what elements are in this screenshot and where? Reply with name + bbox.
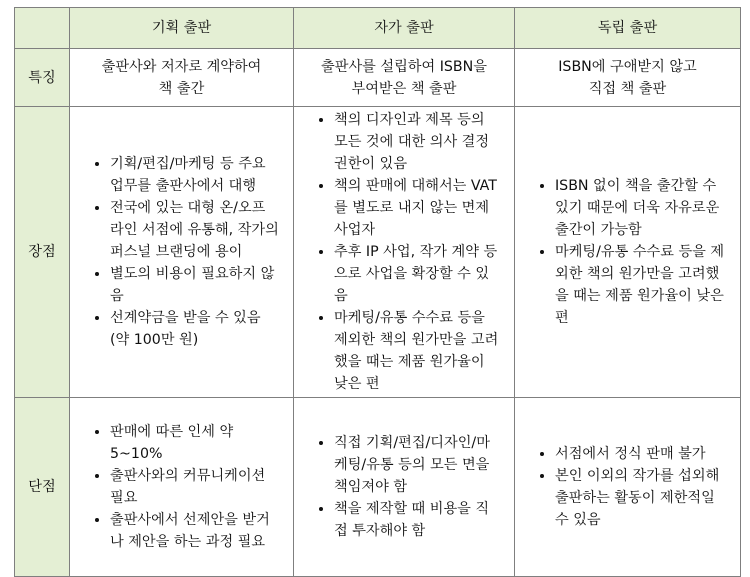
list-item: • 선계약금을 받을 수 있음 (약 100만 원) [110,307,279,351]
header-row [15,8,741,49]
list-item: • 판매에 따른 인세 약 5~10% [110,421,279,465]
corner-cell [15,8,70,49]
cons-cell-self [294,398,515,577]
feature-text: 출판사와 저자로 계약하여 [101,58,262,75]
pros-row [15,107,741,398]
feature-text: 부여받은 책 출판 [351,80,457,97]
pros-list [515,175,740,329]
list-item: • ISBN 없이 책을 출간할 수 있기 때문에 더욱 자유로운 출간이 가능함 [555,175,726,241]
pros-cell-independent [515,107,741,398]
comparison-table [14,7,741,577]
list-item: • 마케팅/유통 수수료 등을 제외한 책의 원가만을 고려했을 때는 제품 원가율이 낮은 편 [334,307,500,395]
pros-list [294,109,514,395]
feature-row [15,49,741,107]
cons-list [515,443,740,531]
list-item: • 출판사에서 선제안을 받거나 제안을 하는 과정 필요 [110,509,279,553]
list-item: • 책의 판매에 대해서는 VAT를 별도로 내지 않는 면제 사업자 [334,175,500,241]
list-item: • 본인 이외의 작가를 섭외해 출판하는 활동이 제한적일 수 있음 [555,465,726,531]
cons-cell-planned [70,398,294,577]
feature-text: 출판사를 설립하여 ISBN을 [321,58,487,75]
list-item: • 마케팅/유통 수수료 등을 제외한 책의 원가만을 고려했을 때는 제품 원가율이 낮은 편 [555,241,726,329]
feature-text: 직접 책 출판 [588,80,667,97]
col-header-self: 자가 출판 [294,8,515,49]
list-item: • 기획/편집/마케팅 등 주요 업무를 출판사에서 대행 [110,153,279,197]
list-item: • 서점에서 정식 판매 불가 [555,443,726,465]
list-item: • 추후 IP 사업, 작가 계약 등으로 사업을 확장할 수 있음 [334,241,500,307]
cons-list [294,432,514,542]
list-item: • 직접 기획/편집/디자인/마케팅/유통 등의 모든 면을 책임져야 함 [334,432,500,498]
pros-list [70,153,293,351]
feature-text: ISBN에 구애받지 않고 [558,58,697,75]
feature-text: 책 출간 [158,80,205,97]
row-header-feature: 특징 [15,49,70,107]
col-header-planned: 기획 출판 [70,8,294,49]
row-header-cons: 단점 [15,398,70,577]
list-item: • 전국에 있는 대형 온/오프라인 서점에 유통해, 작가의 퍼스널 브랜딩에 용이 [110,197,279,263]
list-item: • 책을 제작할 때 비용을 직접 투자해야 함 [334,498,500,542]
feature-cell-planned [70,49,294,107]
list-item: • 출판사와의 커뮤니케이션 필요 [110,465,279,509]
cons-list [70,421,293,553]
list-item: • 책의 디자인과 제목 등의 모든 것에 대한 의사 결정 권한이 있음 [334,109,500,175]
feature-cell-independent [515,49,741,107]
list-item: • 별도의 비용이 필요하지 않음 [110,263,279,307]
cons-row [15,398,741,577]
col-header-independent: 독립 출판 [515,8,741,49]
feature-cell-self [294,49,515,107]
cons-cell-independent [515,398,741,577]
pros-cell-self [294,107,515,398]
pros-cell-planned [70,107,294,398]
row-header-pros: 장점 [15,107,70,398]
